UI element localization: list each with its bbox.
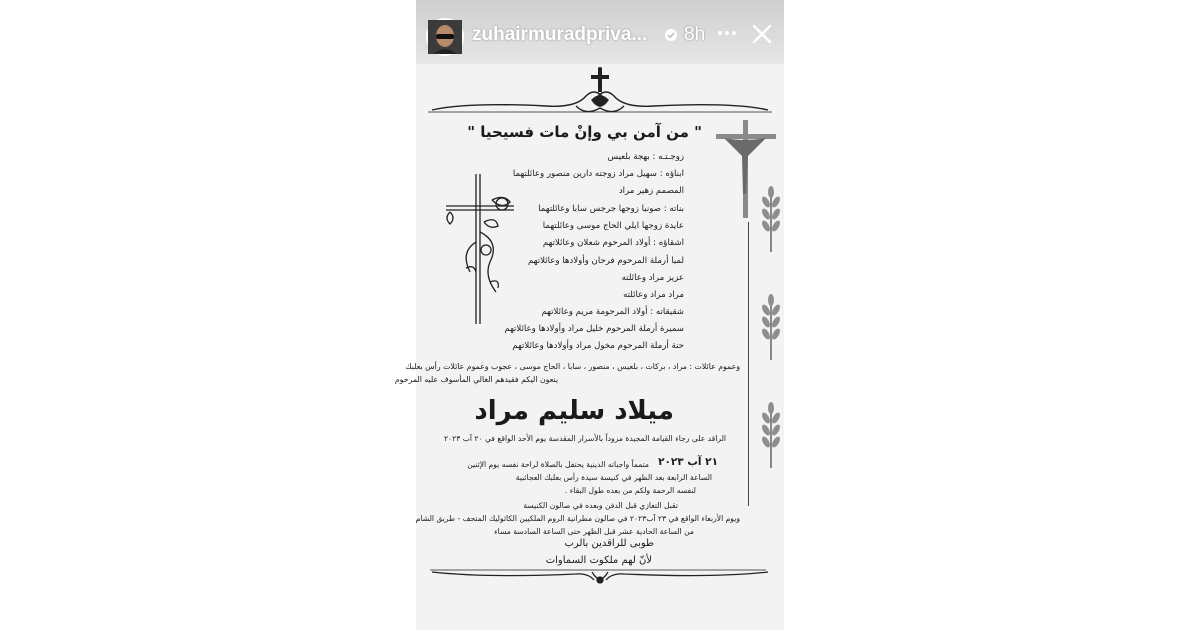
condolence-line: ويوم الأربعاء الواقع في ٢٣ آب٢٠٢٣ في صالون مطرانية الروم الملكيين الكاثوليك المتحف - طريق الشام [415,514,740,523]
more-dots-icon[interactable] [716,22,738,44]
wheat-icon [760,402,782,468]
family-line: مراد مراد وعائلته [623,290,684,300]
ornate-cross-icon [591,67,609,92]
story-timestamp: 8h [684,24,706,45]
close-icon[interactable] [752,24,772,44]
family-line: شقيقاته : أولاد المرحومة مريم وعائلاتهم [541,307,684,317]
wheat-icon [760,186,782,252]
blessing-line: لأنّ لهم ملكوت السماوات [545,555,652,566]
deceased-name: ميلاد سليم مراد [474,396,674,426]
mourn-line: ينعون اليكم فقيدهم الغالي المأسوف عليه المرحوم [394,375,558,384]
family-line: زوجـتـه : بهجة بلعيس [607,152,684,162]
condolence-line: تقبل التعازي قبل الدفن وبعده في صالون الكنيسة [523,501,678,510]
condolence-line: من الساعة الحادية عشر قبل الظهر حتى الساعة السادسة مساء [494,527,694,536]
story-header [416,0,784,64]
funeral-line: الساعة الرابعة بعد الظهر في كنيسة سيدة رأس بعلبك العجائبية [515,473,712,482]
family-line: عايدة زوجها ايلي الحاج موسى وعائلتهما [542,221,684,231]
instagram-story[interactable] [394,0,784,630]
blessing-line: طوبى للراقدين بالرب [564,538,654,549]
verse-heading: " من آمن بي وإنْ مات فسيحيا " [467,123,702,141]
flower-cross-icon [440,172,520,328]
funeral-line: متمماً واجباته الدينية يحتفل بالصلاة لراحة نفسه يوم الإثنين [467,460,649,469]
verified-badge-icon [664,28,678,42]
family-line: حنة أرملة المرحوم مخول مراد وأولادها وعائلاتهم [512,341,684,351]
family-line: سميرة أرملة المرحوم خليل مراد وأولادها وعائلاتهم [504,324,684,334]
family-line: لميا أرملة المرحوم فرحان وأولادها وعائلاتهم [528,256,684,266]
family-line: ابناؤه : سهيل مراد زوجته دارين منصور وعائلتهما [512,169,684,179]
funeral-line: لنفسه الرحمة ولكم من بعده طول البقاء . [564,486,696,495]
avatar[interactable] [426,18,464,56]
right-border-line [748,222,749,506]
family-line: بناته : صونيا زوجها جرجس سابا وعائلتهما [538,204,684,214]
death-date-line: الراقد على رجاء القيامة المجيدة مزوداً بالأسرار المقدسة يوم الأحد الواقع في ٢٠ آب ٢٠٢٣ [443,434,726,443]
story-username[interactable]: zuhairmuradpriva... [472,24,648,45]
bottom-ornament-divider [426,562,774,590]
relatives-line: وعموم عائلات : مراد ، بركات ، بلعيس ، منصور ، سابا ، الحاج موسى ، عجوب وعموم عائلات رأس بعلبك [405,362,740,371]
funeral-date: ٢١ آب ٢٠٢٣ [658,456,718,468]
family-line: المصمم زهير مراد [618,186,684,196]
wheat-icon [760,294,782,360]
top-ornament-divider [426,66,774,120]
family-line: اشقاؤه : أولاد المرحوم شعلان وعائلاتهم [542,238,684,248]
family-line: عزيز مراد وعائلته [621,273,684,283]
